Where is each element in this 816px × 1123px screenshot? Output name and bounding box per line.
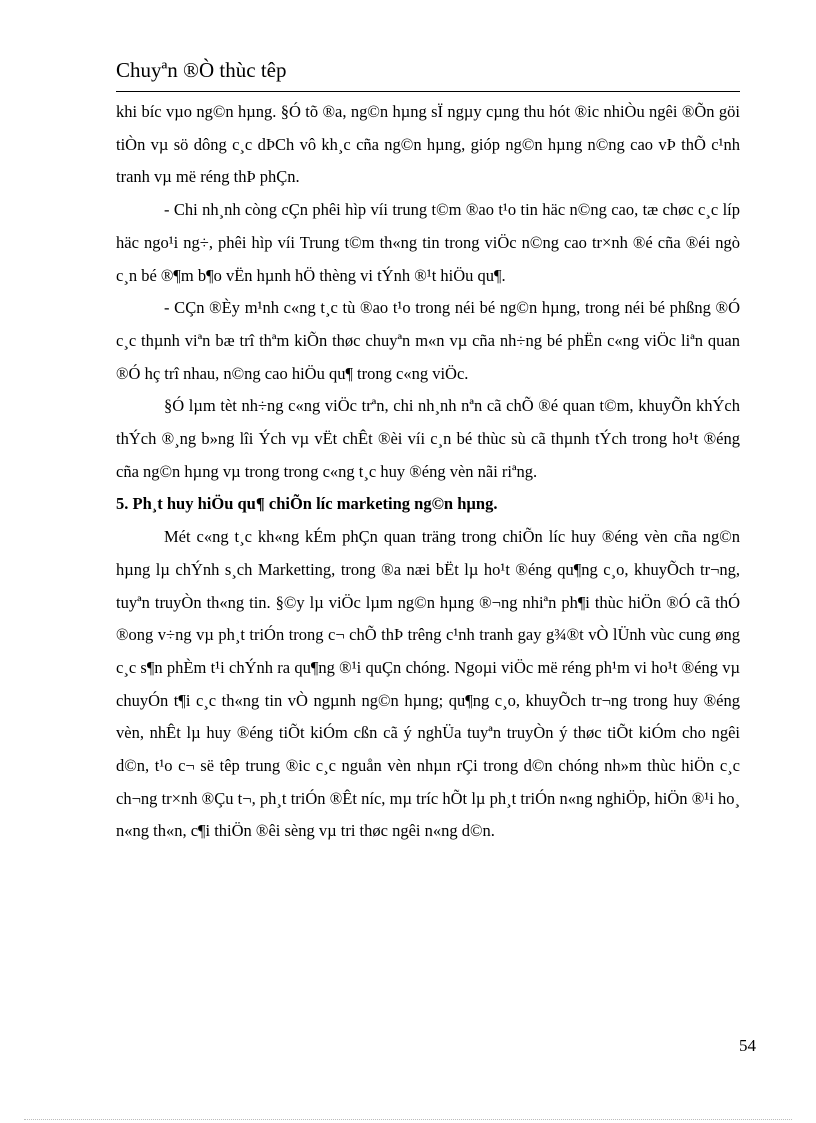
paragraph-marketing: Mét c«ng t¸c kh«ng kÉm phÇn quan träng trong chiÕn líc huy ®éng vèn cña ng©n hµng lµ chÝnh s¸ch Marketting, trong ®a næi bËt lµ ho¹t ®éng qu¶ng c¸o, khuyÕch tr¬ng, tuyªn truyÒn th«ng tin. §©y lµ viÖc lµm ng©n hµng ®¬ng nhiªn ph¶i thùc hiÖn ®Ó cã thÓ ®ong v÷ng vµ ph¸t triÓn trong c¬ chÕ thÞ trêng c¹nh tranh gay g¾®t vÒ lÜnh vùc cung øng c¸c s¶n phÈm t¹i chÝnh ra qu¶ng ®¹i quÇn chóng. Ngoµi viÖc më réng ph¹m vi ho¹t ®éng vµ chuyÓn t¶i c¸c th«ng tin vÒ ngµnh ng©n hµng; qu¶ng c¸o, khuyÕch tr¬ng trong huy ®éng vèn, nhÊt lµ huy ®éng tiÕt kiÓm cßn cã ý nghÜa tuyªn truyÒn ý thøc tiÕt kiÓm cho ngêi d©n, t¹o c¬ së têp trung ®ic c¸c nguån vèn nhµn rÇi trong d©n chóng nh»m thùc hiÖn c¸c ch¬ng tr×nh ®Çu t¬, ph¸t triÓn ®Êt níc, mµ tríc hÕt lµ ph¸t triÓn n«ng nghiÖp, hiÖn ®¹i ho¸ n«ng th«n, c¶i thiÖn ®êi sèng vµ tri thøc ngêi n«ng d©n. <box>116 527 740 841</box>
header-divider <box>116 91 740 92</box>
paragraph-internal-training: - CÇn ®Èy m¹nh c«ng t¸c tù ®ao t¹o trong néi bé ng©n hµng, trong néi bé phßng ®Ó c¸c thµnh viªn bæ trî thªm kiÕn thøc chuyªn m«n vµ cña nh÷ng bé phËn c«ng viÖc liªn quan ®Ó hç trî nhau, n©ng cao hiÖu qu¶ trong c«ng viÖc. <box>116 298 740 383</box>
page-number: 54 <box>739 1036 756 1055</box>
document-body <box>116 96 740 848</box>
section-heading: 5. Ph¸t huy hiÖu qu¶ chiÕn líc marketing ng©n hµng. <box>116 494 498 514</box>
paragraph-incentives: §Ó lµm tèt nh÷ng c«ng viÖc trªn, chi nh¸nh nªn cã chÕ ®é quan t©m, khuyÕn khÝch thÝch ®¸ng b»ng lîi Ých vµ vËt chÊt ®èi víi c¸n bé thùc sù cã thµnh tÝch trong ho¹t ®éng cña ng©n hµng vµ trong trong c«ng t¸c huy ®éng vèn nãi riªng. <box>116 396 740 481</box>
page-header-title: Chuyªn ®Ò thùc têp <box>116 58 287 82</box>
paragraph-continuation: khi bíc vµo ng©n hµng. §Ó tõ ®a, ng©n hµng sÏ ngµy cµng thu hót ®ic nhiÒu ngêi ®Õn göi tiÒn vµ sö dông c¸c dÞCh vô kh¸c cña ng©n hµng, gióp ng©n hµng n©ng cao vÞ thÕ c¹nh tranh vµ më réng thÞ phÇn. <box>116 102 740 187</box>
paragraph-training-cooperation: - Chi nh¸nh còng cÇn phêi hìp víi trung t©m ®ao t¹o tin häc n©ng cao, tæ chøc c¸c líp häc ngo¹i ng÷, phêi hìp víi Trung t©m th«ng tin trong viÖc n©ng cao tr×nh ®é cña ®éi ngò c¸n bé ®¶m b¶o vËn hµnh hÖ thèng vi tÝnh ®¹t hiÖu qu¶. <box>116 200 740 285</box>
page-bottom-divider <box>24 1119 792 1120</box>
